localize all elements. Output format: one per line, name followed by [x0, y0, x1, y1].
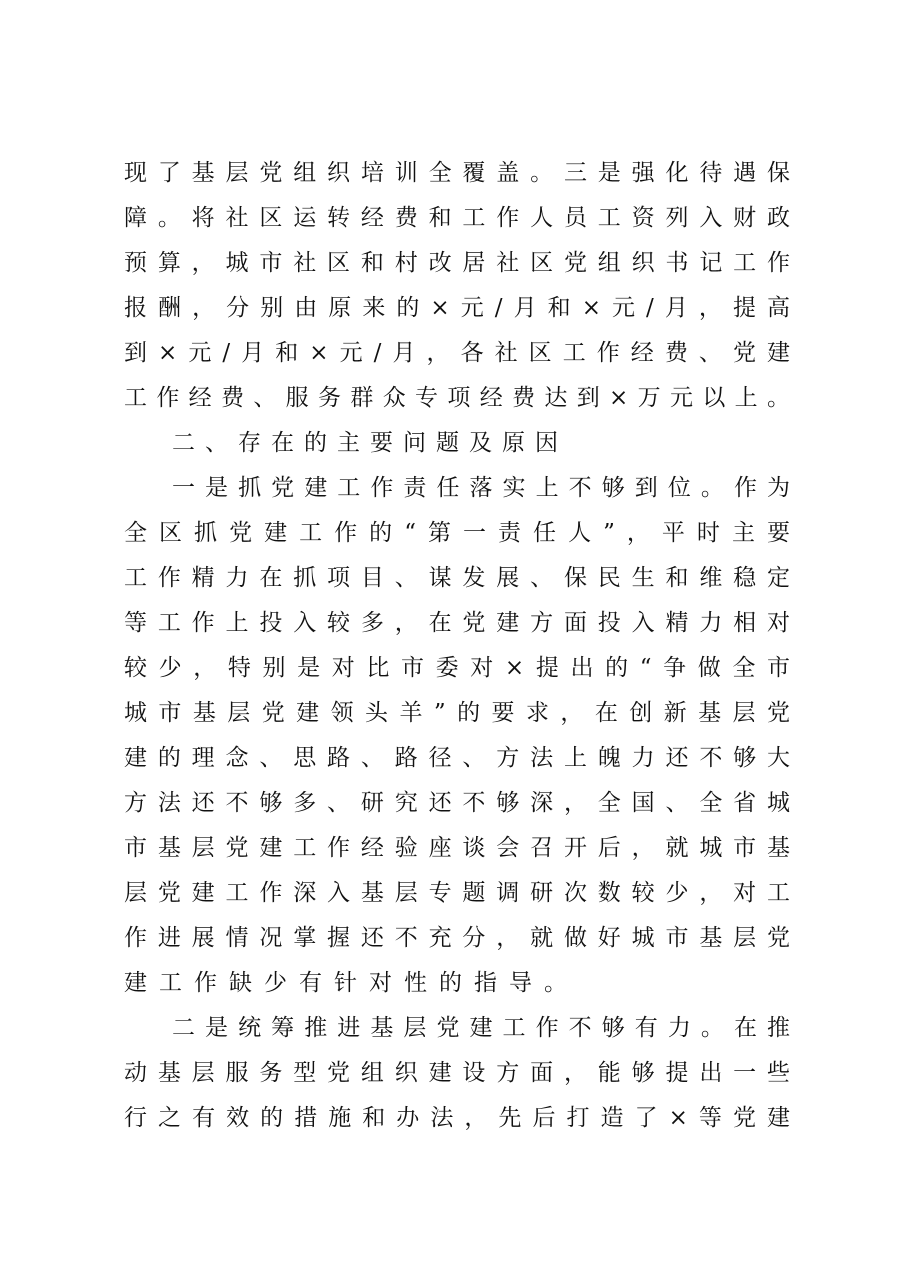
text-line: 等工作上投入较多，在党建方面投入精力相对 — [124, 610, 790, 636]
text-line: 报酬，分别由原来的×元/月和×元/月，提高 — [124, 295, 790, 321]
text-line: 现了基层党组织培训全覆盖。三是强化待遇保 — [124, 160, 790, 186]
text-line: 较少，特别是对比市委对×提出的“争做全市 — [124, 655, 790, 681]
text-line: 动基层服务型党组织建设方面，能够提出一些 — [124, 1060, 790, 1086]
text-line: 建工作缺少有针对性的指导。 — [124, 970, 579, 996]
text-line: 障。将社区运转经费和工作人员工资列入财政 — [124, 205, 790, 231]
text-line: 一是抓党建工作责任落实上不够到位。作为 — [172, 475, 790, 501]
text-line: 作进展情况掌握还不充分，就做好城市基层党 — [124, 925, 790, 951]
text-line: 行之有效的措施和办法，先后打造了×等党建 — [124, 1105, 790, 1131]
text-line: 市基层党建工作经验座谈会召开后，就城市基 — [124, 835, 790, 861]
text-line: 层党建工作深入基层专题调研次数较少，对工 — [124, 880, 790, 906]
text-line: 工作精力在抓项目、谋发展、保民生和维稳定 — [124, 565, 790, 591]
text-line: 建的理念、思路、路径、方法上魄力还不够大 — [124, 745, 790, 771]
text-line: 城市基层党建领头羊”的要求，在创新基层党 — [124, 700, 790, 726]
text-line: 到×元/月和×元/月，各社区工作经费、党建 — [124, 340, 790, 366]
text-line: 工作经费、服务群众专项经费达到×万元以上。 — [124, 385, 790, 411]
section-heading: 二、存在的主要问题及原因 — [172, 430, 568, 456]
text-line: 预算，城市社区和村改居社区党组织书记工作 — [124, 250, 790, 276]
text-line: 二是统筹推进基层党建工作不够有力。在推 — [172, 1015, 790, 1041]
text-line: 方法还不够多、研究还不够深，全国、全省城 — [124, 790, 790, 816]
text-line: 全区抓党建工作的“第一责任人”，平时主要 — [124, 520, 790, 546]
